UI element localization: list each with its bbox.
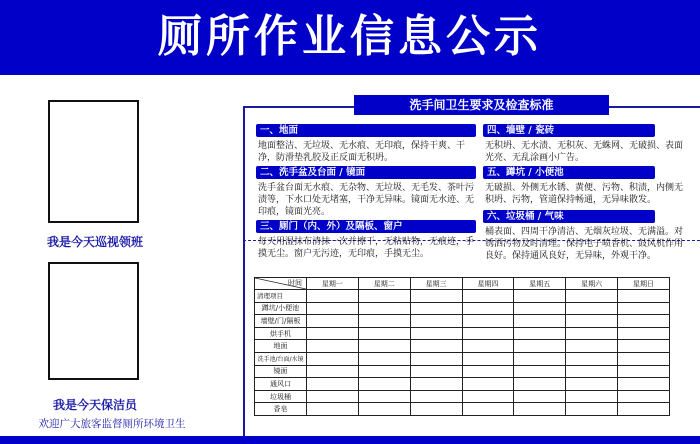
check-cell[interactable] (566, 290, 618, 303)
check-cell[interactable] (566, 340, 618, 353)
section-3-title: 三、厕门（内、外）及隔板、窗户 (256, 220, 476, 233)
check-cell[interactable] (514, 390, 566, 403)
check-cell[interactable] (358, 290, 410, 303)
check-cell[interactable] (358, 302, 410, 315)
item-label: 通风口 (255, 378, 307, 391)
item-label: 蹲坑/小便池 (255, 302, 307, 315)
table-row (255, 302, 670, 315)
check-cell[interactable] (462, 327, 514, 340)
section-5-title: 五、蹲坑 / 小便池 (483, 166, 655, 179)
check-cell[interactable] (618, 352, 670, 365)
check-cell[interactable] (410, 365, 462, 378)
table-row (255, 340, 670, 353)
check-cell[interactable] (358, 340, 410, 353)
check-cell[interactable] (514, 378, 566, 391)
check-cell[interactable] (307, 340, 359, 353)
schedule-corner-cell (255, 278, 307, 290)
check-cell[interactable] (358, 390, 410, 403)
check-cell[interactable] (618, 327, 670, 340)
check-cell[interactable] (358, 378, 410, 391)
check-cell[interactable] (618, 315, 670, 328)
check-cell[interactable] (358, 352, 410, 365)
check-cell[interactable] (462, 365, 514, 378)
table-row (255, 352, 670, 365)
check-cell[interactable] (462, 290, 514, 303)
table-row (255, 390, 670, 403)
day-header: 星期日 (618, 278, 670, 290)
section-5-text: 无破损、外侧无水锈、黄便、污物、积渍，内侧无积坍、污物，管道保持畅通，无异味散发。 (485, 183, 684, 205)
section-4-title: 四、墙壁 / 瓷砖 (483, 124, 655, 137)
schedule-header-row (255, 278, 670, 290)
check-cell[interactable] (410, 315, 462, 328)
check-cell[interactable] (307, 378, 359, 391)
title-banner (0, 0, 700, 75)
check-cell[interactable] (514, 403, 566, 416)
check-cell[interactable] (307, 403, 359, 416)
check-cell[interactable] (358, 365, 410, 378)
check-cell[interactable] (462, 403, 514, 416)
item-label: 烘手机 (255, 327, 307, 340)
corner-item-row (255, 290, 670, 303)
check-cell[interactable] (307, 352, 359, 365)
item-label: 地面 (255, 340, 307, 353)
section-1-text: 地面整洁、无垃圾、无水痕、无印痕，保持干爽、干净，防滑垫乳胶及正反面无积坍。 (258, 141, 466, 163)
table-row (255, 403, 670, 416)
check-cell[interactable] (410, 403, 462, 416)
check-cell[interactable] (566, 315, 618, 328)
check-cell[interactable] (514, 340, 566, 353)
check-cell[interactable] (410, 290, 462, 303)
check-cell[interactable] (410, 302, 462, 315)
check-cell[interactable] (618, 403, 670, 416)
item-label: 墙壁/门/隔板 (255, 315, 307, 328)
item-label: 镜面 (255, 365, 307, 378)
check-cell[interactable] (410, 378, 462, 391)
check-cell[interactable] (618, 302, 670, 315)
check-cell[interactable] (358, 315, 410, 328)
check-cell[interactable] (410, 340, 462, 353)
check-cell[interactable] (358, 327, 410, 340)
check-cell[interactable] (462, 378, 514, 391)
check-cell[interactable] (307, 290, 359, 303)
check-cell[interactable] (514, 315, 566, 328)
check-cell[interactable] (307, 315, 359, 328)
check-cell[interactable] (307, 390, 359, 403)
check-cell[interactable] (514, 302, 566, 315)
table-row (255, 365, 670, 378)
check-cell[interactable] (618, 378, 670, 391)
check-cell[interactable] (307, 327, 359, 340)
cleaner-photo-frame (48, 262, 139, 380)
day-header: 星期三 (410, 278, 462, 290)
check-cell[interactable] (462, 315, 514, 328)
table-row (255, 327, 670, 340)
check-cell[interactable] (514, 352, 566, 365)
item-label: 香皂 (255, 403, 307, 416)
section-6-text: 桶表面、四周干净清洁、无烟灰垃圾、无满溢。对锈洒污物及时清理。保持电子喷香机、鼓风机作用良好。保持通风良好，无异味，外观干净。 (485, 227, 684, 261)
check-cell[interactable] (618, 365, 670, 378)
patrol-leader-photo-frame (48, 100, 139, 223)
section-2-text: 洗手盆台面无水痕、无杂物、无垃圾、无毛发、茶叶污渍等，下水口处无堵塞，干净无异味。镜面无水迹、无印痕，镜面光亮。 (258, 183, 475, 217)
table-row (255, 378, 670, 391)
check-cell[interactable] (566, 403, 618, 416)
section-2-title: 二、洗手盆及台面 / 镜面 (256, 166, 476, 179)
table-row (255, 315, 670, 328)
check-cell[interactable] (410, 327, 462, 340)
check-cell[interactable] (566, 365, 618, 378)
check-cell[interactable] (514, 365, 566, 378)
item-label: 垃圾桶 (255, 390, 307, 403)
check-cell[interactable] (462, 302, 514, 315)
section-1-title: 一、地面 (256, 124, 476, 137)
cleaner-caption: 我是今天保洁员 (52, 398, 137, 412)
day-header: 星期二 (358, 278, 410, 290)
check-cell[interactable] (618, 340, 670, 353)
day-header: 星期四 (462, 278, 514, 290)
check-cell[interactable] (618, 290, 670, 303)
check-cell[interactable] (307, 365, 359, 378)
check-cell[interactable] (462, 352, 514, 365)
check-cell[interactable] (462, 340, 514, 353)
check-cell[interactable] (514, 327, 566, 340)
corner-item-label: 清理项目 (255, 290, 307, 303)
section-4-text: 无积坍、无水渍、无积灰、无蛛网、无破损、表面光亮、无乱涂画小广告。 (485, 141, 684, 163)
check-cell[interactable] (566, 352, 618, 365)
check-cell[interactable] (410, 352, 462, 365)
bottom-bar (0, 436, 700, 444)
check-cell[interactable] (307, 302, 359, 315)
cleaning-schedule-table (254, 277, 670, 416)
check-cell[interactable] (358, 403, 410, 416)
item-label: 洗手池/台面/水镜 (255, 352, 307, 365)
check-cell[interactable] (410, 390, 462, 403)
check-cell[interactable] (566, 302, 618, 315)
check-cell[interactable] (566, 378, 618, 391)
divider-vertical (243, 107, 245, 437)
day-header: 星期一 (307, 278, 359, 290)
check-cell[interactable] (514, 290, 566, 303)
day-header: 星期六 (566, 278, 618, 290)
section-3-text: 每天用湿抹布清抹一次并擦干，无粘贴物，无痕迹，手摸无尘。窗户无污迹，无印痕，手摸无尘。 (258, 237, 475, 259)
check-cell[interactable] (462, 390, 514, 403)
check-cell[interactable] (566, 390, 618, 403)
page-title: 厕所作业信息公示 (158, 11, 542, 62)
day-header: 星期五 (514, 278, 566, 290)
section-6-title: 六、垃圾桶 / 气味 (483, 210, 655, 223)
patrol-leader-caption: 我是今天巡视领班 (46, 235, 143, 249)
check-cell[interactable] (566, 327, 618, 340)
standards-header: 洗手间卫生要求及检查标准 (354, 95, 609, 115)
check-cell[interactable] (618, 390, 670, 403)
welcome-slogan: 欢迎广大旅客监督厕所环境卫生 (38, 418, 186, 430)
corner-time-label: 时间 (288, 279, 302, 287)
